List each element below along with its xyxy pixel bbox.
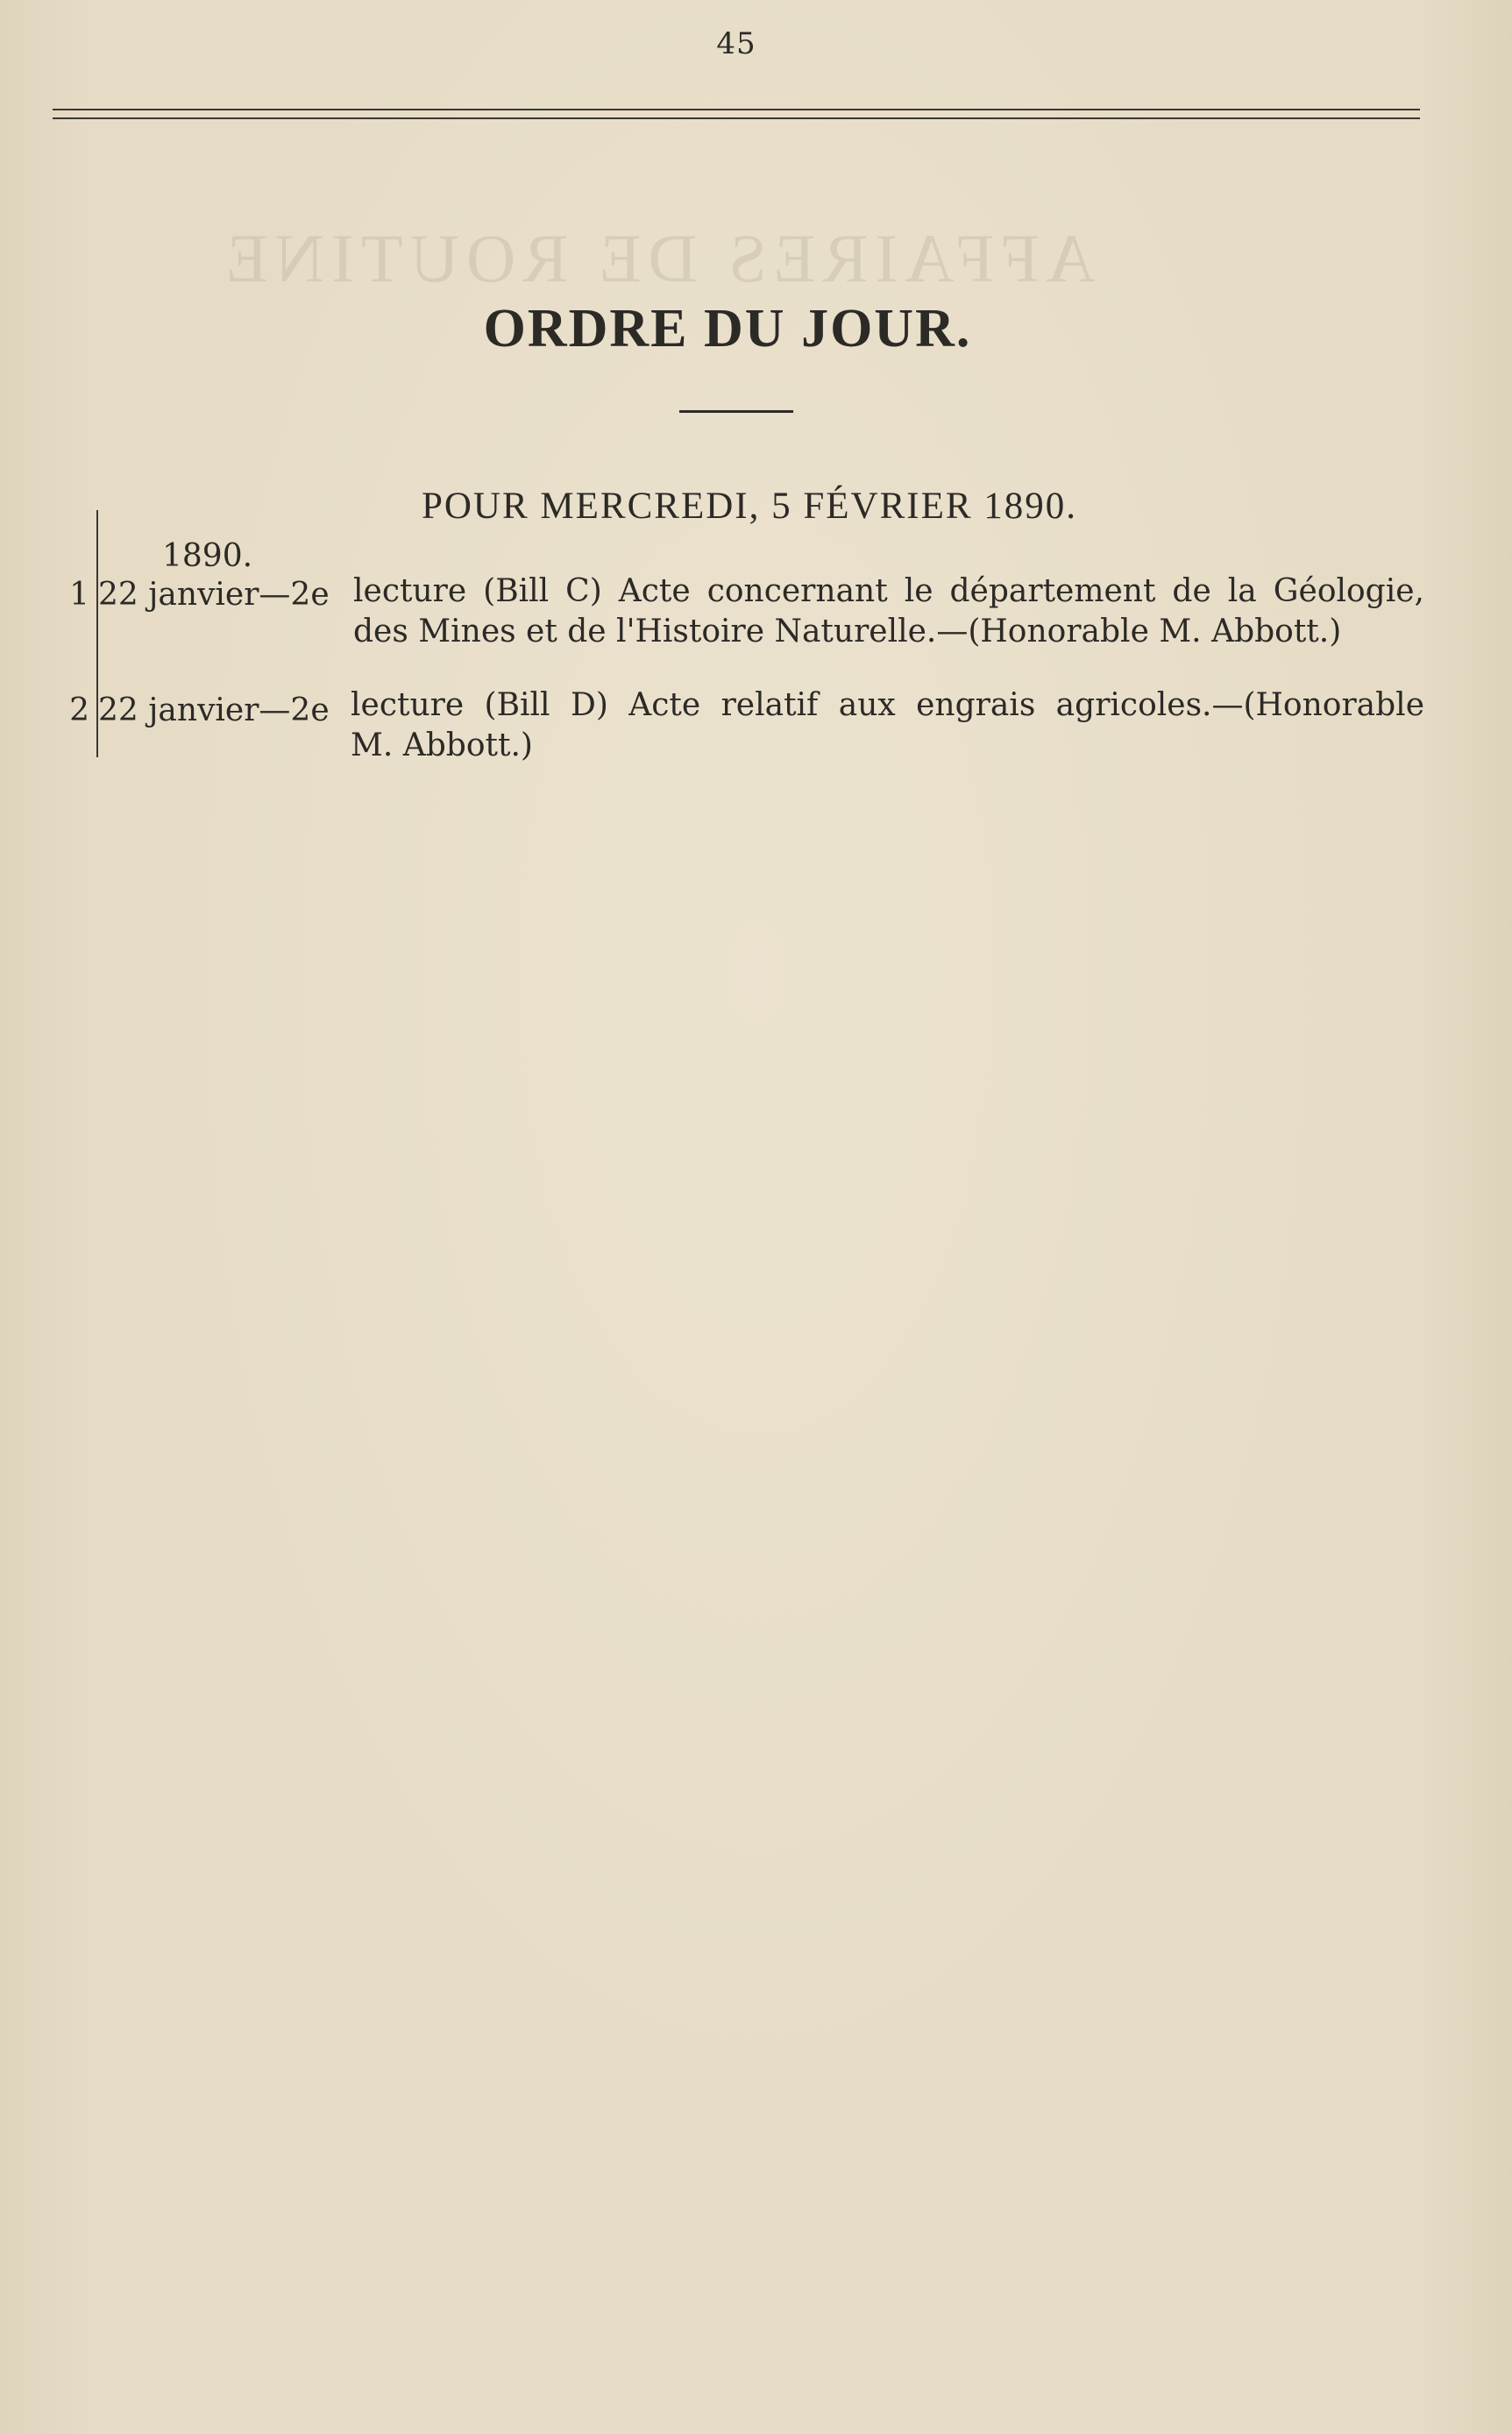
header-rule-secondary	[53, 117, 1420, 119]
entry-date: 22 janvier—2e	[98, 577, 330, 613]
entry-text-line: lecture (Bill D) Acte relatif aux engrais agricoles.—(Honorable	[351, 687, 1424, 723]
entry-date: 22 janvier—2e	[98, 692, 330, 728]
entry-text-line: des Mines et de l'Histoire Naturelle.—(Honorable M. Abbott.)	[353, 614, 1342, 649]
entry-text	[353, 571, 1424, 652]
page-number: 45	[716, 26, 756, 61]
entry-number: 2	[69, 692, 89, 728]
year-label: 1890.	[162, 538, 253, 574]
title-divider	[679, 410, 793, 413]
entry-text-line: M. Abbott.)	[351, 727, 533, 763]
date-heading: POUR MERCREDI, 5 FÉVRIER 1890.	[421, 486, 1078, 527]
entry-number: 1	[69, 577, 89, 613]
entry-text-line: lecture (Bill C) Acte concernant le département de la Géologie,	[353, 573, 1424, 609]
header-rule	[53, 109, 1420, 110]
page-title: ORDRE DU JOUR.	[483, 299, 972, 358]
entry-text	[351, 685, 1424, 766]
